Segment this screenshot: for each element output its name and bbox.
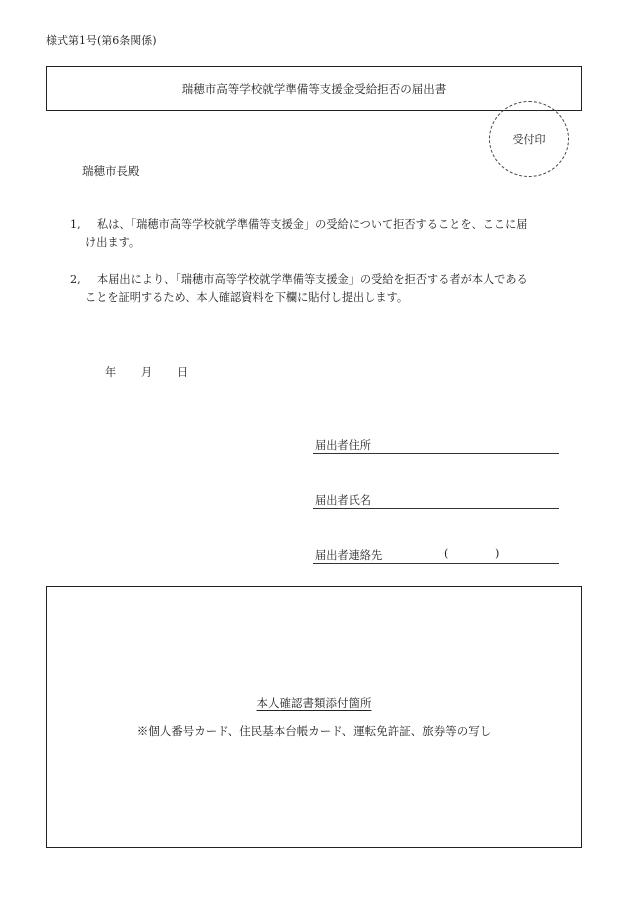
date-year: 年 [105,366,117,379]
date-month: 月 [141,366,153,379]
attachment-title: 本人確認書類添付箇所 [256,696,372,710]
contact-paren-open: ( [444,547,449,560]
contact-field[interactable] [313,547,559,564]
address-label: 届出者住所 [315,439,371,452]
item-text-line2: け出ます。 [85,236,141,249]
item-text-line1: 私は、「瑞穂市高等学校就学準備等支援金」の受給について拒否することを、ここに届 [97,218,528,231]
stamp-label: 受付印 [512,133,546,146]
reception-stamp-area [489,101,569,177]
address-field[interactable] [313,437,559,454]
date-day: 日 [177,366,189,379]
statement-item-1 [70,216,560,252]
form-number: 様式第1号(第6条関係) [46,34,157,47]
item-number: 2, [70,273,81,286]
attachment-note: ※個人番号カード、住民基本台帳カード、運転免許証、旅券等の写し [136,724,492,738]
name-field[interactable] [313,492,559,509]
addressee: 瑞穂市長殿 [82,164,140,178]
name-label: 届出者氏名 [315,494,371,507]
item-number: 1, [70,218,81,231]
contact-label: 届出者連絡先 [315,549,383,562]
attachment-title-wrap [47,695,581,711]
document-title: 瑞穂市高等学校就学準備等支援金受給拒否の届出書 [181,81,447,96]
id-document-attachment-area [46,586,582,848]
item-text-line1: 本届出により、「瑞穂市高等学校就学準備等支援金」の受給を拒否する者が本人である [97,273,528,286]
contact-paren-close: ) [495,547,500,560]
statement-item-2 [70,271,560,307]
title-box [46,66,582,111]
item-text-line2: ことを証明するため、本人確認資料を下欄に貼付し提出します。 [85,291,409,304]
